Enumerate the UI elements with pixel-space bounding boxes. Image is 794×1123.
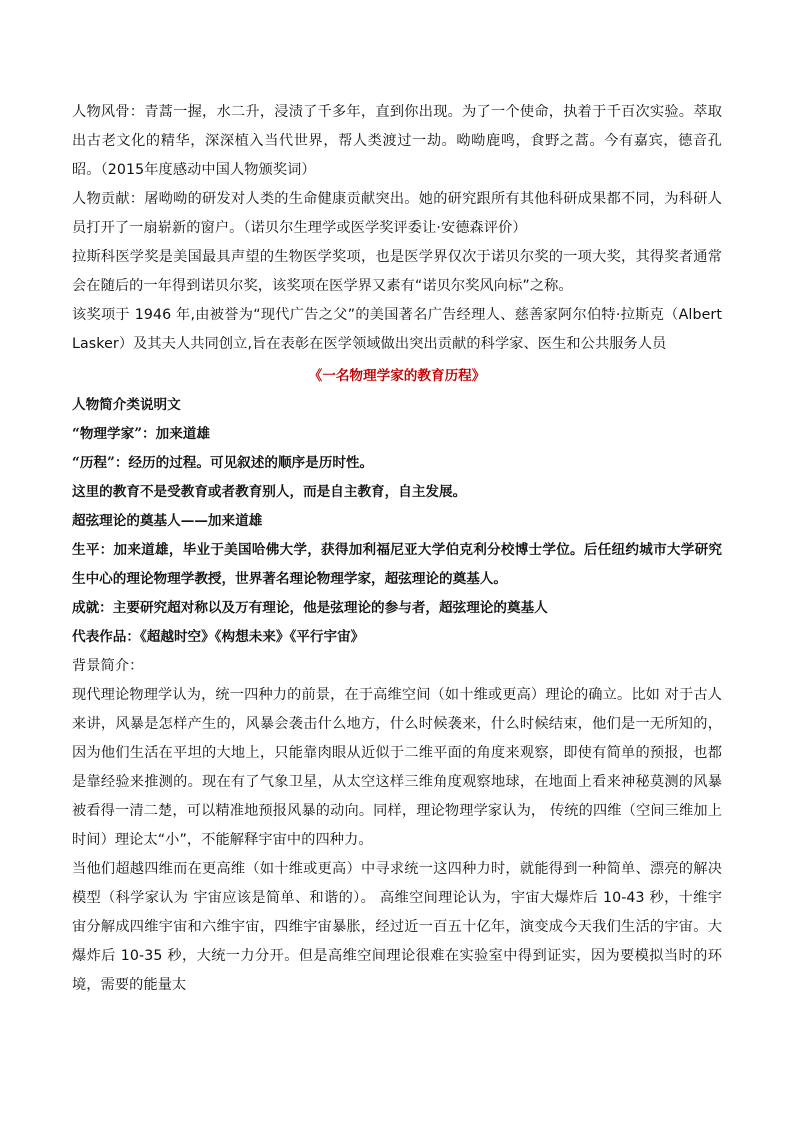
bold-line-works: 代表作品：《超越时空》《构想未来》《平行宇宙》 bbox=[72, 629, 365, 645]
document-page bbox=[72, 98, 722, 1000]
bold-line-biography: 生平：加来道雄，毕业于美国哈佛大学，获得加利福尼亚大学伯克利分校博士学位。后任纽约城市大学研究生中心的理论物理学教授，世界著名理论物理学家，超弦理论的奠基人。 bbox=[72, 542, 722, 587]
paragraph-lasker-history: 该奖项于 1946 年,由被誉为“现代广告之父”的美国著名广告经理人、慈善家阿尔伯特·拉斯克（Albert Lasker）及其夫人共同创立,旨在表彰在医学领域做出突出贡献的科学家、医生和公共服务人员 bbox=[72, 307, 722, 352]
paragraph-character-spirit: 人物风骨：青蒿一握，水二升，浸渍了千多年，直到你出现。为了一个使命，执着于千百次实验。萃取出古老文化的精华，深深植入当代世界，帮人类渡过一劫。呦呦鹿鸣，食野之蒿。今有嘉宾，德音孔昭。（2015年度感动中国人物颁奖词） bbox=[72, 104, 722, 178]
paragraph-lasker-award: 拉斯科医学奖是美国最具声望的生物医学奖项，也是医学界仅次于诺贝尔奖的一项大奖，其得奖者通常会在随后的一年得到诺贝尔奖，该奖项在医学界又素有“诺贝尔奖风向标”之称。 bbox=[72, 249, 722, 294]
section-title: 《一名物理学家的教育历程》 bbox=[308, 368, 486, 384]
paragraph-modern-physics: 现代理论物理学认为，统一四种力的前景，在于高维空间（如十维或更高）理论的确立。比如 对于古人来讲，风暴是怎样产生的，风暴会袭击什么地方，什么时候袭来，什么时候结束，他们是一无所知的，因为他们生活在平坦的大地上，只能靠肉眼从近似于二维平面的角度来观察，即使有简单的预报，也都是靠经验来推测的。现在有了气象卫星，从太空这样三维角度观察地球，在地面上看来神秘莫测的风暴被看得一清二楚，可以精准地预报风暴的动向。同样，理论物理学家认为， 传统的四维（空间三维加上时间）理论太“小”，不能解释宇宙中的四种力。 bbox=[72, 687, 722, 848]
bold-line-physicist: “物理学家”：加来道雄 bbox=[72, 426, 210, 442]
bold-line-founder: 超弦理论的奠基人——加来道雄 bbox=[72, 513, 263, 529]
bold-line-education: 这里的教育不是受教育或者教育别人，而是自主教育，自主发展。 bbox=[72, 484, 467, 500]
bold-line-genre: 人物简介类说明文 bbox=[72, 397, 181, 413]
paragraph-character-contribution: 人物贡献：屠呦呦的研发对人类的生命健康贡献突出。她的研究跟所有其他科研成果都不同，为科研人员打开了一扇崭新的窗户。（诺贝尔生理学或医学奖评委让·安德森评价） bbox=[72, 191, 722, 236]
paragraph-background-label: 背景简介： bbox=[72, 658, 144, 674]
paragraph-higher-dimensions: 当他们超越四维而在更高维（如十维或更高）中寻求统一这四种力时，就能得到一种简单、漂亮的解决模型（科学家认为 宇宙应该是简单、和谐的）。 高维空间理论认为，宇宙大爆炸后 10-43 秒，十维宇宙分解成四维宇宙和六维宇宙，四维宇宙暴胀，经过近一百五十亿年，演变成今天我们生活的宇宙。大爆炸后 10-35 秒，大统一力分开。但是高维空间理论很难在实验室中得到证实，因为要模拟当时的环境，需要的能量太 bbox=[72, 861, 722, 993]
bold-line-process: “历程”：经历的过程。可见叙述的顺序是历时性。 bbox=[72, 455, 374, 471]
bold-line-achievement: 成就：主要研究超对称以及万有理论，他是弦理论的参与者，超弦理论的奠基人 bbox=[72, 600, 548, 616]
